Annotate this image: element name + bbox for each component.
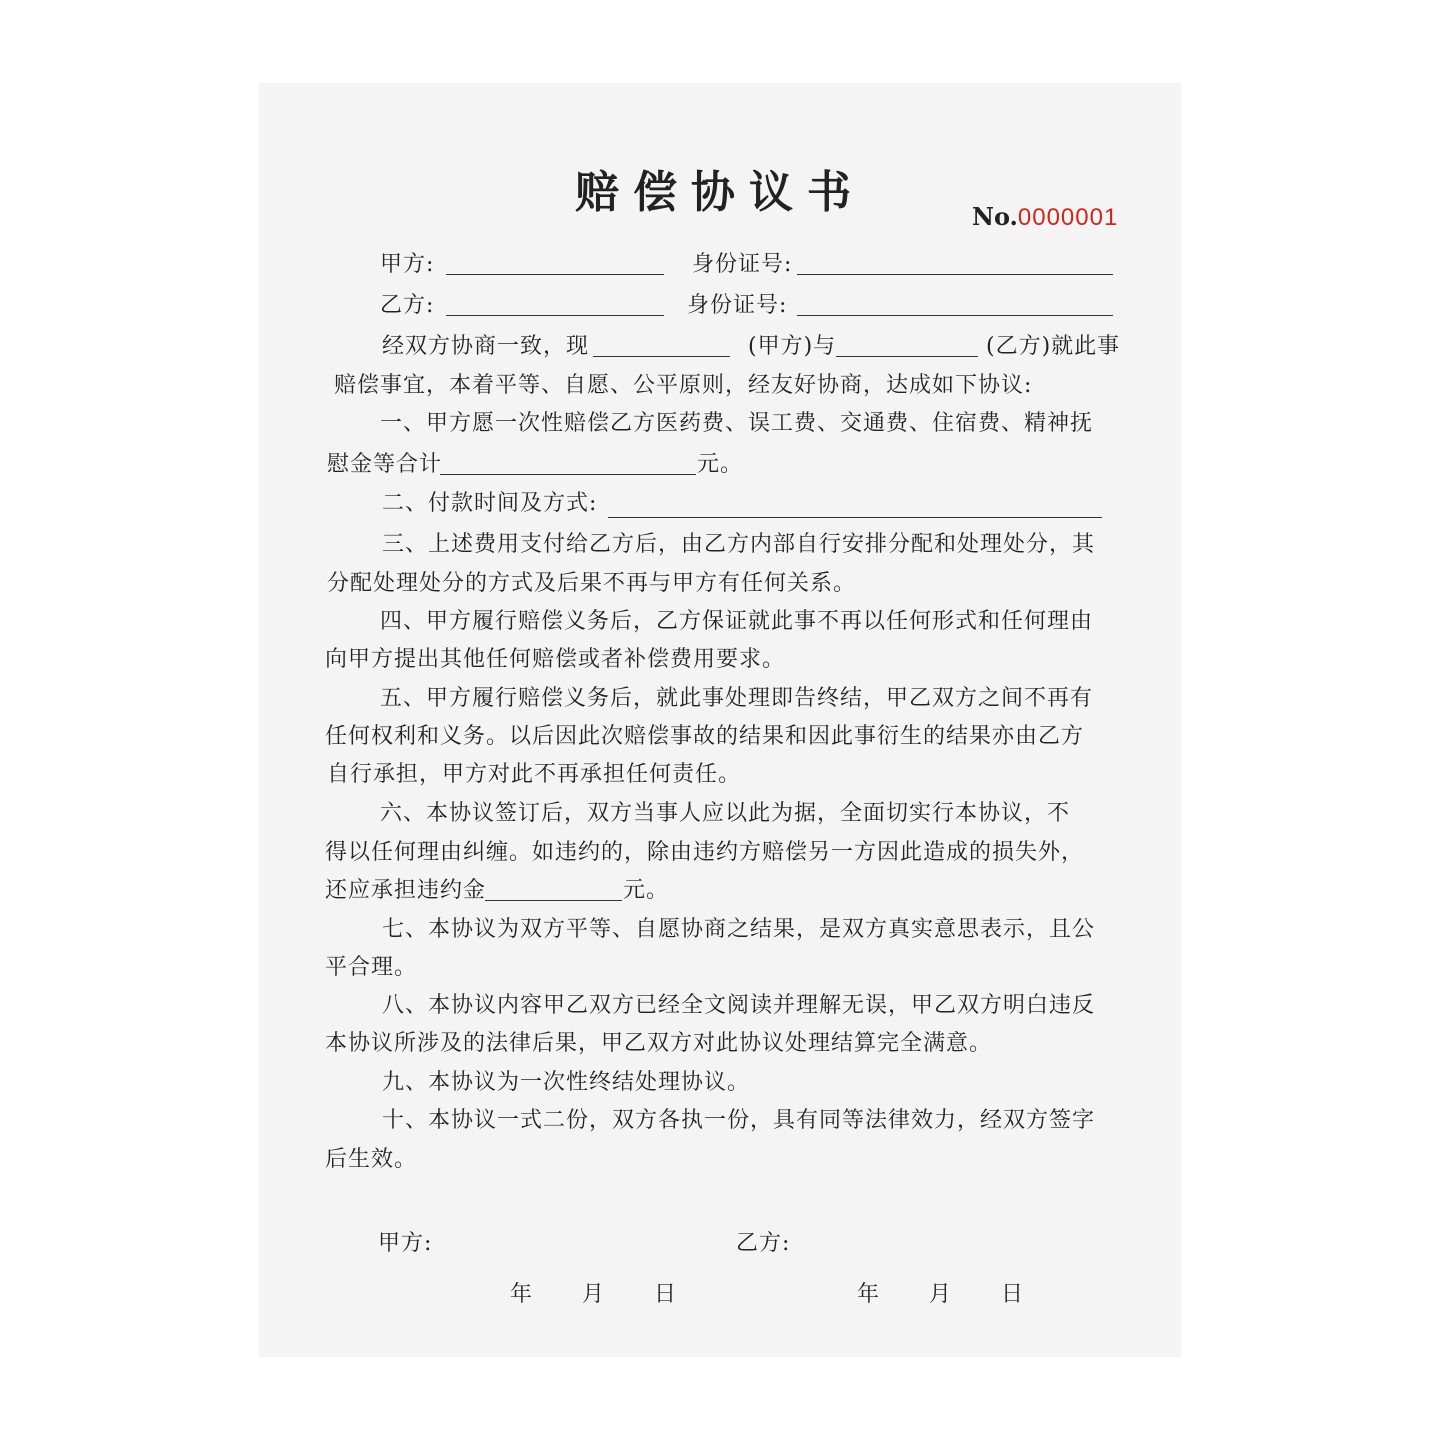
clause-5-line-1: 五、甲方履行赔偿义务后，就此事处理即告终结，甲乙双方之间不再有 [380, 686, 1094, 711]
clause-7-line-2: 平合理。 [325, 955, 418, 980]
intro-party-a-blank[interactable] [593, 356, 730, 357]
clause-6-line-3: 还应承担违约金 [325, 878, 487, 903]
party-b-id-blank[interactable] [797, 315, 1113, 316]
clause-7-line-1: 七、本协议为双方平等、自愿协商之结果，是双方真实意思表示，且公 [382, 917, 1096, 942]
intro-line-2: 赔偿事宜，本着平等、自愿、公平原则，经友好协商，达成如下协议: [334, 373, 1033, 398]
clause-1-line-2: 慰金等合计 [327, 452, 443, 477]
party-b-date-month: 月 [929, 1282, 953, 1307]
party-a-id-label: 身份证号: [692, 252, 793, 277]
clause-8-line-2: 本协议所涉及的法律后果，甲乙双方对此协议处理结算完全满意。 [325, 1031, 993, 1056]
clause-3-line-2: 分配处理处分的方式及后果不再与甲方有任何关系。 [327, 571, 857, 596]
clause-1-yuan: 元。 [697, 452, 744, 477]
intro-line-1c: (乙方)就此事 [986, 334, 1121, 359]
party-b-id-label: 身份证号: [687, 293, 788, 318]
clause-6-yuan: 元。 [623, 878, 670, 903]
clause-10-line-1: 十、本协议一式二份，双方各执一份，具有同等法律效力，经双方签字 [382, 1108, 1096, 1133]
party-a-date-year: 年 [510, 1282, 534, 1307]
clause-3-line-1: 三、上述费用支付给乙方后，由乙方内部自行安排分配和处理处分，其 [382, 532, 1096, 557]
intro-party-b-blank[interactable] [836, 356, 978, 357]
party-a-label: 甲方: [380, 252, 435, 277]
intro-line-1a: 经双方协商一致，现 [382, 334, 590, 359]
serial-label: No. [972, 202, 1018, 231]
payment-method-blank[interactable] [608, 517, 1102, 518]
party-b-label: 乙方: [380, 293, 435, 318]
clause-4-line-2: 向甲方提出其他任何赔偿或者补偿费用要求。 [325, 647, 786, 672]
party-b-date-day: 日 [1001, 1282, 1025, 1307]
compensation-total-blank[interactable] [440, 474, 696, 475]
party-a-date-day: 日 [654, 1282, 678, 1307]
clause-10-line-2: 后生效。 [325, 1147, 418, 1172]
clause-5-line-2: 任何权利和义务。以后因此次赔偿事故的结果和因此事衍生的结果亦由乙方 [325, 724, 1085, 749]
penalty-amount-blank[interactable] [485, 900, 622, 901]
party-a-date-month: 月 [582, 1282, 606, 1307]
clause-1-line-1: 一、甲方愿一次性赔偿乙方医药费、误工费、交通费、住宿费、精神抚 [380, 411, 1094, 436]
party-a-name-blank[interactable] [446, 274, 664, 275]
intro-line-1b: (甲方)与 [748, 334, 837, 359]
clause-2: 二、付款时间及方式: [382, 491, 598, 516]
signature-party-a-label: 甲方: [378, 1231, 433, 1256]
signature-party-b-label: 乙方: [736, 1231, 791, 1256]
serial-value: 0000001 [1017, 204, 1119, 231]
clause-6-line-1: 六、本协议签订后，双方当事人应以此为据，全面切实行本协议，不 [380, 801, 1071, 826]
clause-9: 九、本协议为一次性终结处理协议。 [382, 1070, 751, 1095]
clause-6-line-2: 得以任何理由纠缠。如违约的，除由违约方赔偿另一方因此造成的损失外， [325, 840, 1085, 865]
document-title: 赔偿协议书 [575, 167, 865, 218]
clause-8-line-1: 八、本协议内容甲乙双方已经全文阅读并理解无误，甲乙双方明白违反 [382, 993, 1096, 1018]
party-a-id-blank[interactable] [797, 274, 1113, 275]
serial-number [972, 203, 1118, 232]
party-b-date-year: 年 [857, 1282, 881, 1307]
clause-5-line-3: 自行承担，甲方对此不再承担任何责任。 [327, 762, 742, 787]
clause-4-line-1: 四、甲方履行赔偿义务后，乙方保证就此事不再以任何形式和任何理由 [380, 609, 1094, 634]
party-b-name-blank[interactable] [446, 315, 664, 316]
